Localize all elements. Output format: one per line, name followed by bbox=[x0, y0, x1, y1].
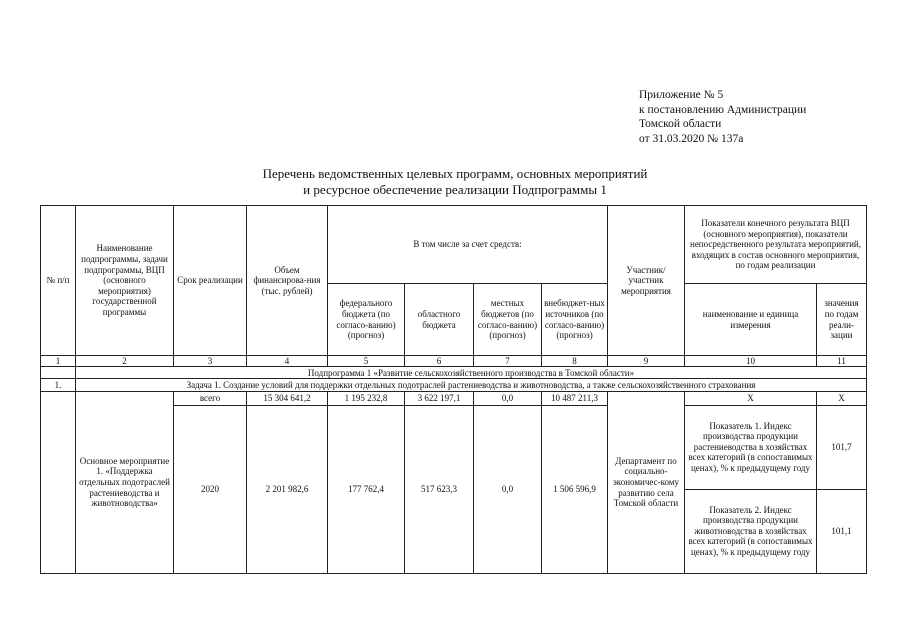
year-extrabudget: 1 506 596,9 bbox=[542, 405, 608, 573]
indicator-value: 101,7 bbox=[817, 405, 867, 489]
header-num: № п/п bbox=[41, 206, 76, 356]
program-table bbox=[40, 205, 867, 574]
indicator-name: Показатель 1. Индекс производства продукции растениеводства в хозяйствах всех категорий (в сопоставимых ценах), % к предыдущему году bbox=[685, 405, 817, 489]
header-indicators: Показатели конечного результата ВЦП (основного мероприятия), показатели непосредственного результата мероприятий, входящих в состав основного мероприятия, по годам реализации bbox=[685, 206, 867, 284]
year-federal: 177 762,4 bbox=[328, 405, 405, 573]
appendix-line-3: Томской области bbox=[639, 118, 722, 131]
total-ind-value: Х bbox=[817, 392, 867, 406]
appendix-block bbox=[639, 88, 806, 146]
total-regional: 3 622 197,1 bbox=[405, 392, 474, 406]
year-term: 2020 bbox=[174, 405, 247, 573]
col-number: 3 bbox=[174, 356, 247, 367]
task-num: 1. bbox=[41, 379, 76, 392]
appendix-line-1: Приложение № 5 bbox=[639, 89, 724, 101]
total-volume: 15 304 641,2 bbox=[247, 392, 328, 406]
col-number: 10 bbox=[685, 356, 817, 367]
col-number: 7 bbox=[474, 356, 542, 367]
col-number: 5 bbox=[328, 356, 405, 367]
header-name: Наименование подпрограммы, задачи подпрограммы, ВЦП (основного мероприятия) государственной программы bbox=[76, 206, 174, 356]
col-number: 2 bbox=[76, 356, 174, 367]
indicator-name: Показатель 2. Индекс производства продукции животноводства в хозяйствах всех категорий (в сопоставимых ценах), % к предыдущему году bbox=[685, 489, 817, 573]
title-line-2: и ресурсное обеспечение реализации Подпрограммы 1 bbox=[303, 182, 607, 197]
col-number: 9 bbox=[608, 356, 685, 367]
activity-name: Основное мероприятие 1. «Поддержка отдельных подотраслей растениеводства и животноводства» bbox=[76, 392, 174, 574]
header-term: Срок реализации bbox=[174, 206, 247, 356]
header-including: В том числе за счет средств: bbox=[328, 206, 608, 284]
document-title bbox=[150, 166, 760, 198]
header-local: местных бюджетов (по согласо-ванию) (прогноз) bbox=[474, 284, 542, 356]
header-ind-name: наименование и единица измерения bbox=[685, 284, 817, 356]
total-ind-name: Х bbox=[685, 392, 817, 406]
header-regional: областного бюджета bbox=[405, 284, 474, 356]
subprogram-row: Подпрограмма 1 «Развитие сельскохозяйственного производства в Томской области» bbox=[76, 367, 867, 379]
appendix-line-2: к постановлению Администрации bbox=[639, 103, 807, 116]
col-number: 11 bbox=[817, 356, 867, 367]
total-local: 0,0 bbox=[474, 392, 542, 406]
activity-participant: Департамент по социально-экономичес-кому развитию села Томской области bbox=[608, 392, 685, 574]
header-participant: Участник/ участник мероприятия bbox=[608, 206, 685, 356]
header-volume: Объем финансирова-ния (тыс. рублей) bbox=[247, 206, 328, 356]
col-number: 4 bbox=[247, 356, 328, 367]
year-volume: 2 201 982,6 bbox=[247, 405, 328, 573]
col-number: 6 bbox=[405, 356, 474, 367]
header-federal: федерального бюджета (по согласо-ванию) (прогноз) bbox=[328, 284, 405, 356]
indicator-value: 101,1 bbox=[817, 489, 867, 573]
title-line-1: Перечень ведомственных целевых программ, основных мероприятий bbox=[262, 166, 648, 181]
total-term: всего bbox=[174, 392, 247, 406]
col-number: 8 bbox=[542, 356, 608, 367]
year-regional: 517 623,3 bbox=[405, 405, 474, 573]
total-extrabudget: 10 487 211,3 bbox=[542, 392, 608, 406]
year-local: 0,0 bbox=[474, 405, 542, 573]
task-row: Задача 1. Создание условий для поддержки отдельных подотраслей растениеводства и животноводства, а также сельскохозяйственного страхования bbox=[76, 379, 867, 392]
total-federal: 1 195 232,8 bbox=[328, 392, 405, 406]
appendix-line-4: от 31.03.2020 № 137а bbox=[639, 132, 744, 145]
header-extrabudget: внебюджет-ных источников (по согласо-ванию) (прогноз) bbox=[542, 284, 608, 356]
header-ind-values: значения по годам реали-зации bbox=[817, 284, 867, 356]
col-number: 1 bbox=[41, 356, 76, 367]
